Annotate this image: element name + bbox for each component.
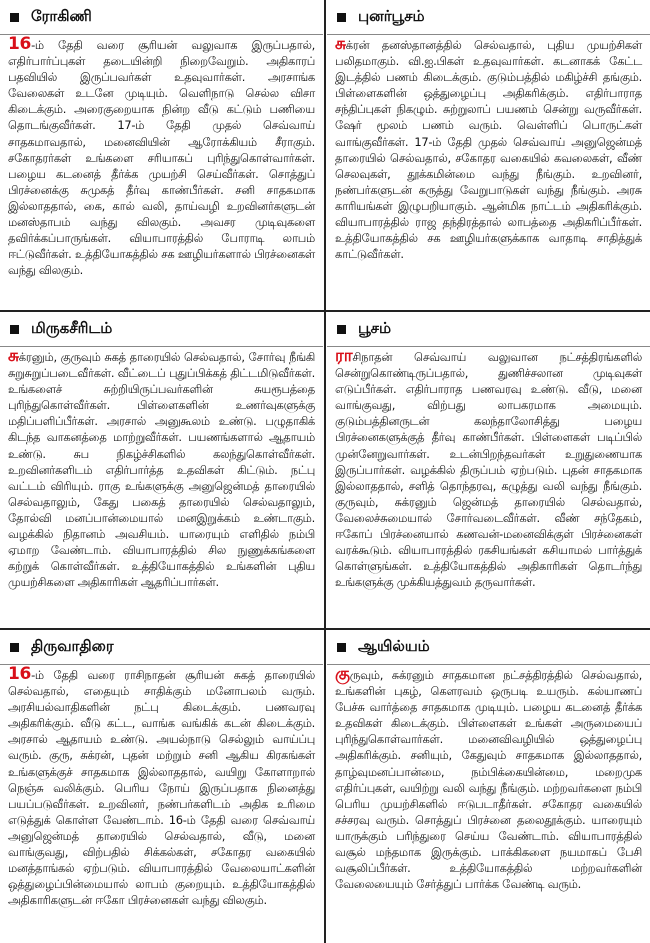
section-poosam — [327, 312, 650, 628]
section-title: ரோகிணி — [31, 7, 92, 25]
section-text — [0, 665, 323, 908]
square-bullet-icon — [10, 643, 19, 652]
paragraph: க்ரனும், குருவும் சுகத் தாரையில் செல்வதால், சோர்வு நீங்கி சுறுசுறுப்படைவீர்கள். வீட்டைப் புதுப்பிக்கத் திட்டமிடுவீர்கள். உங்களைச் சுற்றியிருப்பவர்களின் சுயரூபத்தை புரிந்துகொள்வீர்கள். பிள்ளைகளின் உணர்வுகளுக்கு மதிப்பளிப்பீர்கள். அரசால் அனுகூலம் உண்டு. பழுதாகிக் கிடந்த வாகனத்தை மாற்றுவீர்கள். பயணங்களால் ஆதாயம் உண்டு. சுப நிகழ்ச்சிகளில் கலந்துகொள்வீர்கள். உறவினர்களிடம் எதிர்பார்த்த உதவிகள் கிட்டும். நட்பு வட்டம் விரியும். ராகு உங்களுக்கு அனுஜென்மத் தாரையில் செல்வதாலும், கேது பகைத் தாரையில் செல்வதாலும், தோல்வி மனப்பான்மையால் மனஇறுக்கம் உண்டாகும். வழக்கில் நிதானம் அவசியம். யாரையும் எளிதில் நம்பி ஏமாற வேண்டாம். வியாபாரத்தில் சில நுணுக்கங்களை கற்றுக் கொள்வீர்கள். உத்தியோகத்தில் உங்களின் புதிய முயற்சிகளை அதிகாரிகள் ஆதரிப்பார்கள். — [8, 350, 315, 590]
section-title: திருவாதிரை — [31, 637, 114, 655]
section-title: மிருகசீரிடம் — [31, 319, 113, 337]
lead-letter: 16 — [8, 34, 32, 54]
section-text — [327, 665, 650, 892]
section-header — [0, 0, 323, 35]
lead-letter: சு — [335, 34, 346, 54]
lead-letter: ரா — [335, 346, 353, 366]
paragraph: க்ரன் தனஸ்தானத்தில் செல்வதால், புதிய முயற்சிகள் பலிதமாகும். வி.ஐ.பிகள் உதவுவார்கள். கடனாகக் கேட்ட இடத்தில் பணம் கிடைக்கும். குடும்பத்தில் மகிழ்ச்சி தங்கும். பிள்ளைகளின் ஒத்துழைப்பு அதிகரிக்கும். எதிர்பாராத சந்திப்புகள் நிகழும். சுற்றுலாப் பயணம் சென்று வருவீர்கள். ஷேர் மூலம் பணம் வரும். வெள்ளிப் பொருட்கள் வாங்குவீர்கள். 17-ம் தேதி முதல் செவ்வாய் அனுஜென்மத் தாரையில் செல்வதால், சகோதர வகையில் கவலைகள், வீண் செலவுகள், தூக்கமின்மை வந்து நீங்கும். உறவினர், நண்பர்களுடன் கருத்து வேறுபாடுகள் வந்து நீங்கும். அரசு காரியங்கள் இழுபறியாகும். ஆன்மிக நாட்டம் அதிகரிக்கும். வியாபாரத்தில் ராஜ தந்திரத்தால் லாபத்தை அதிகரிப்பீர்கள். உத்தியோகத்தில் சக ஊழியர்களுக்காக வாதாடி சாதித்துக் காட்டுவீர்கள். — [335, 38, 642, 262]
section-text — [327, 347, 650, 590]
section-title: புனர்பூசம் — [358, 7, 425, 25]
section-text — [0, 35, 323, 278]
square-bullet-icon — [337, 13, 346, 22]
column-divider — [324, 0, 326, 943]
lead-letter: கு — [335, 664, 350, 684]
square-bullet-icon — [337, 325, 346, 334]
paragraph: -ம் தேதி வரை ராசிநாதன் சூரியன் சுகத் தாரையில் செல்வதால், எதையும் சாதிக்கும் மனோபலம் வரும். அரசியல்வாதிகளின் நட்பு கிடைக்கும். பணவரவு அதிகரிக்கும். வீடு கட்ட, வாங்க வங்கிக் கடன் கிடைக்கும். அரசால் ஆதாயம் உண்டு. அயல்நாடு செல்லும் வாய்ப்பு வரும். குரு, சுக்ரன், புதன் மற்றும் சனி ஆகிய கிரகங்கள் உங்களுக்குச் சாதகமாக இல்லாததால், வயிறு கோளாறால் நெஞ்சு வலிக்கும். பெரிய நோய் இருப்பதாக நினைத்து பயப்படுவீர்கள். உறவினர், நண்பர்களிடம் அதிக உரிமை எடுத்துக் கொள்ள வேண்டாம். 16-ம் தேதி வரை செவ்வாய் அனுஜென்மத் தாரையில் செல்வதால், வீடு, மனை வாங்குவது, விற்பதில் சிக்கல்கள், சகோதர வகையில் மனத்தாங்கல் ஏற்படும். வியாபாரத்தில் வேலையாட்களின் ஒத்துழைப்பின்மையால் லாபம் குறையும். உத்தியோகத்தில் அதிகாரிகளுடன் ஈகோ பிரச்னைகள் வந்து விலகும். — [8, 668, 315, 908]
section-title: பூசம் — [358, 319, 392, 337]
section-header — [327, 0, 650, 35]
section-title: ஆயில்யம் — [358, 637, 430, 655]
section-header — [0, 312, 323, 347]
square-bullet-icon — [337, 643, 346, 652]
square-bullet-icon — [10, 13, 19, 22]
square-bullet-icon — [10, 325, 19, 334]
section-header — [0, 630, 323, 665]
paragraph: -ம் தேதி வரை சூரியன் வலுவாக இருப்பதால், எதிர்பார்ப்புகள் தடையின்றி நிறைவேறும். அதிகாரப் பதவியில் இருப்பவர்கள் உதவுவார்கள். அரசாங்க வேலைகள் உடனே முடியும். வெளிநாடு செல்ல விசா கிடைக்கும். அரைகுறையாக நின்ற வீடு கட்டும் பணியை தொடங்குவீர்கள். 17-ம் தேதி முதல் செவ்வாய் சாதகமாவதால், மனைவியின் ஆரோக்கியம் சீராகும். சகோதரர்கள் உங்களை சரியாகப் புரிந்துகொள்வார்கள். பழைய கடனைத் தீர்க்க முயற்சி செய்வீர்கள். சொத்துப் பிரச்னைக்கு சுமுகத் தீர்வு காண்பீர்கள். சனி சாதகமாக இல்லாததால், கை, கால் வலி, தாய்வழி உறவினர்களுடன் மனஸ்தாபம் வந்து விலகும். அவசர முடிவுகளை தவிர்க்கப்பாருங்கள். வியாபாரத்தில் போராடி லாபம் ஈட்டுவீர்கள். உத்தியோகத்தில் சக ஊழியர்களால் பிரச்னைகள் வந்து விலகும். — [8, 38, 315, 278]
paragraph: ருவும், சுக்ரனும் சாதகமான நட்சத்திரத்தில் செல்வதால், உங்களின் புகழ், கௌரவம் ஒருபடி உயரும். கல்யாணப் பேச்சு வார்த்தை சாதகமாக முடியும். பழைய கடனைத் தீர்க்க உதவிகள் கிடைக்கும். பிள்ளைகள் உங்கள் அருமையைப் புரிந்துகொள்வார்கள். மனைவிவழியில் ஒத்துழைப்பு அதிகரிக்கும். சனியும், கேதுவும் சாதகமாக இல்லாததால், தாழ்வுமனப்பான்மை, நம்பிக்கையின்மை, மறைமுக எதிர்ப்புகள், வயிற்று வலி வந்து நீங்கும். மற்றவர்களை நம்பி பெரிய முயற்சிகளில் ஈடுபடாதீர்கள். சகோதர வகையில் சச்சரவு வரும். சொத்துப் பிரச்னை தலைதூக்கும். யாரையும் யாருக்கும் பரிந்துரை செய்ய வேண்டாம். வியாபாரத்தில் வசூல் மந்தமாக இருக்கும். பாக்கிகளை நயமாகப் பேசி வசூலிப்பீர்கள். உத்தியோகத்தில் மற்றவர்களின் வேலையையும் சேர்த்துப் பார்க்க வேண்டி வரும். — [335, 668, 642, 892]
section-header — [327, 630, 650, 665]
lead-letter: சு — [8, 346, 19, 366]
section-text — [327, 35, 650, 262]
section-mirugaseeridam — [0, 312, 323, 628]
section-punarpoosam — [327, 0, 650, 310]
paragraph: சிநாதன் செவ்வாய் வலுவான நட்சத்திரங்களில் சென்றுகொண்டிருப்பதால், துணிச்சலான முடிவுகள் எடுப்பீர்கள். எதிர்பாராத பணவரவு உண்டு. வீடு, மனை வாங்குவது, விற்பது லாபகரமாக அமையும். குடும்பத்தினருடன் கலந்தாலோசித்து பழைய பிரச்னைகளுக்குத் தீர்வு காண்பீர்கள். பிள்ளைகள் படிப்பில் முன்னேறுவார்கள். உடன்பிறந்தவர்கள் உறுதுணையாக இருப்பார்கள். வழக்கில் திருப்பம் ஏற்படும். புதன் சாதகமாக இல்லாததால், சளித் தொந்தரவு, கழுத்து வலி வந்து நீங்கும். குருவும், சுக்ரனும் ஜென்மத் தாரையில் செல்வதால், வேலைச்சுமையால் சோர்வடைவீர்கள். வீண் சந்தேகம், ஈகோப் பிரச்னையால் கணவன்-மனைவிக்குள் பிரச்னைகள் வரக்கூடும். வியாபாரத்தில் ரகசியங்கள் கசியாமல் பார்த்துக் கொள்ளுங்கள். உத்தியோகத்தில் அதிகாரிகள் தொடர்ந்து உங்களுக்கு முக்கியத்துவம் தருவார்கள். — [335, 350, 642, 590]
section-ayilyam — [327, 630, 650, 943]
section-text — [0, 347, 323, 590]
section-header — [327, 312, 650, 347]
lead-letter: 16 — [8, 664, 32, 684]
section-rohini — [0, 0, 323, 310]
section-thiruvathirai — [0, 630, 323, 943]
